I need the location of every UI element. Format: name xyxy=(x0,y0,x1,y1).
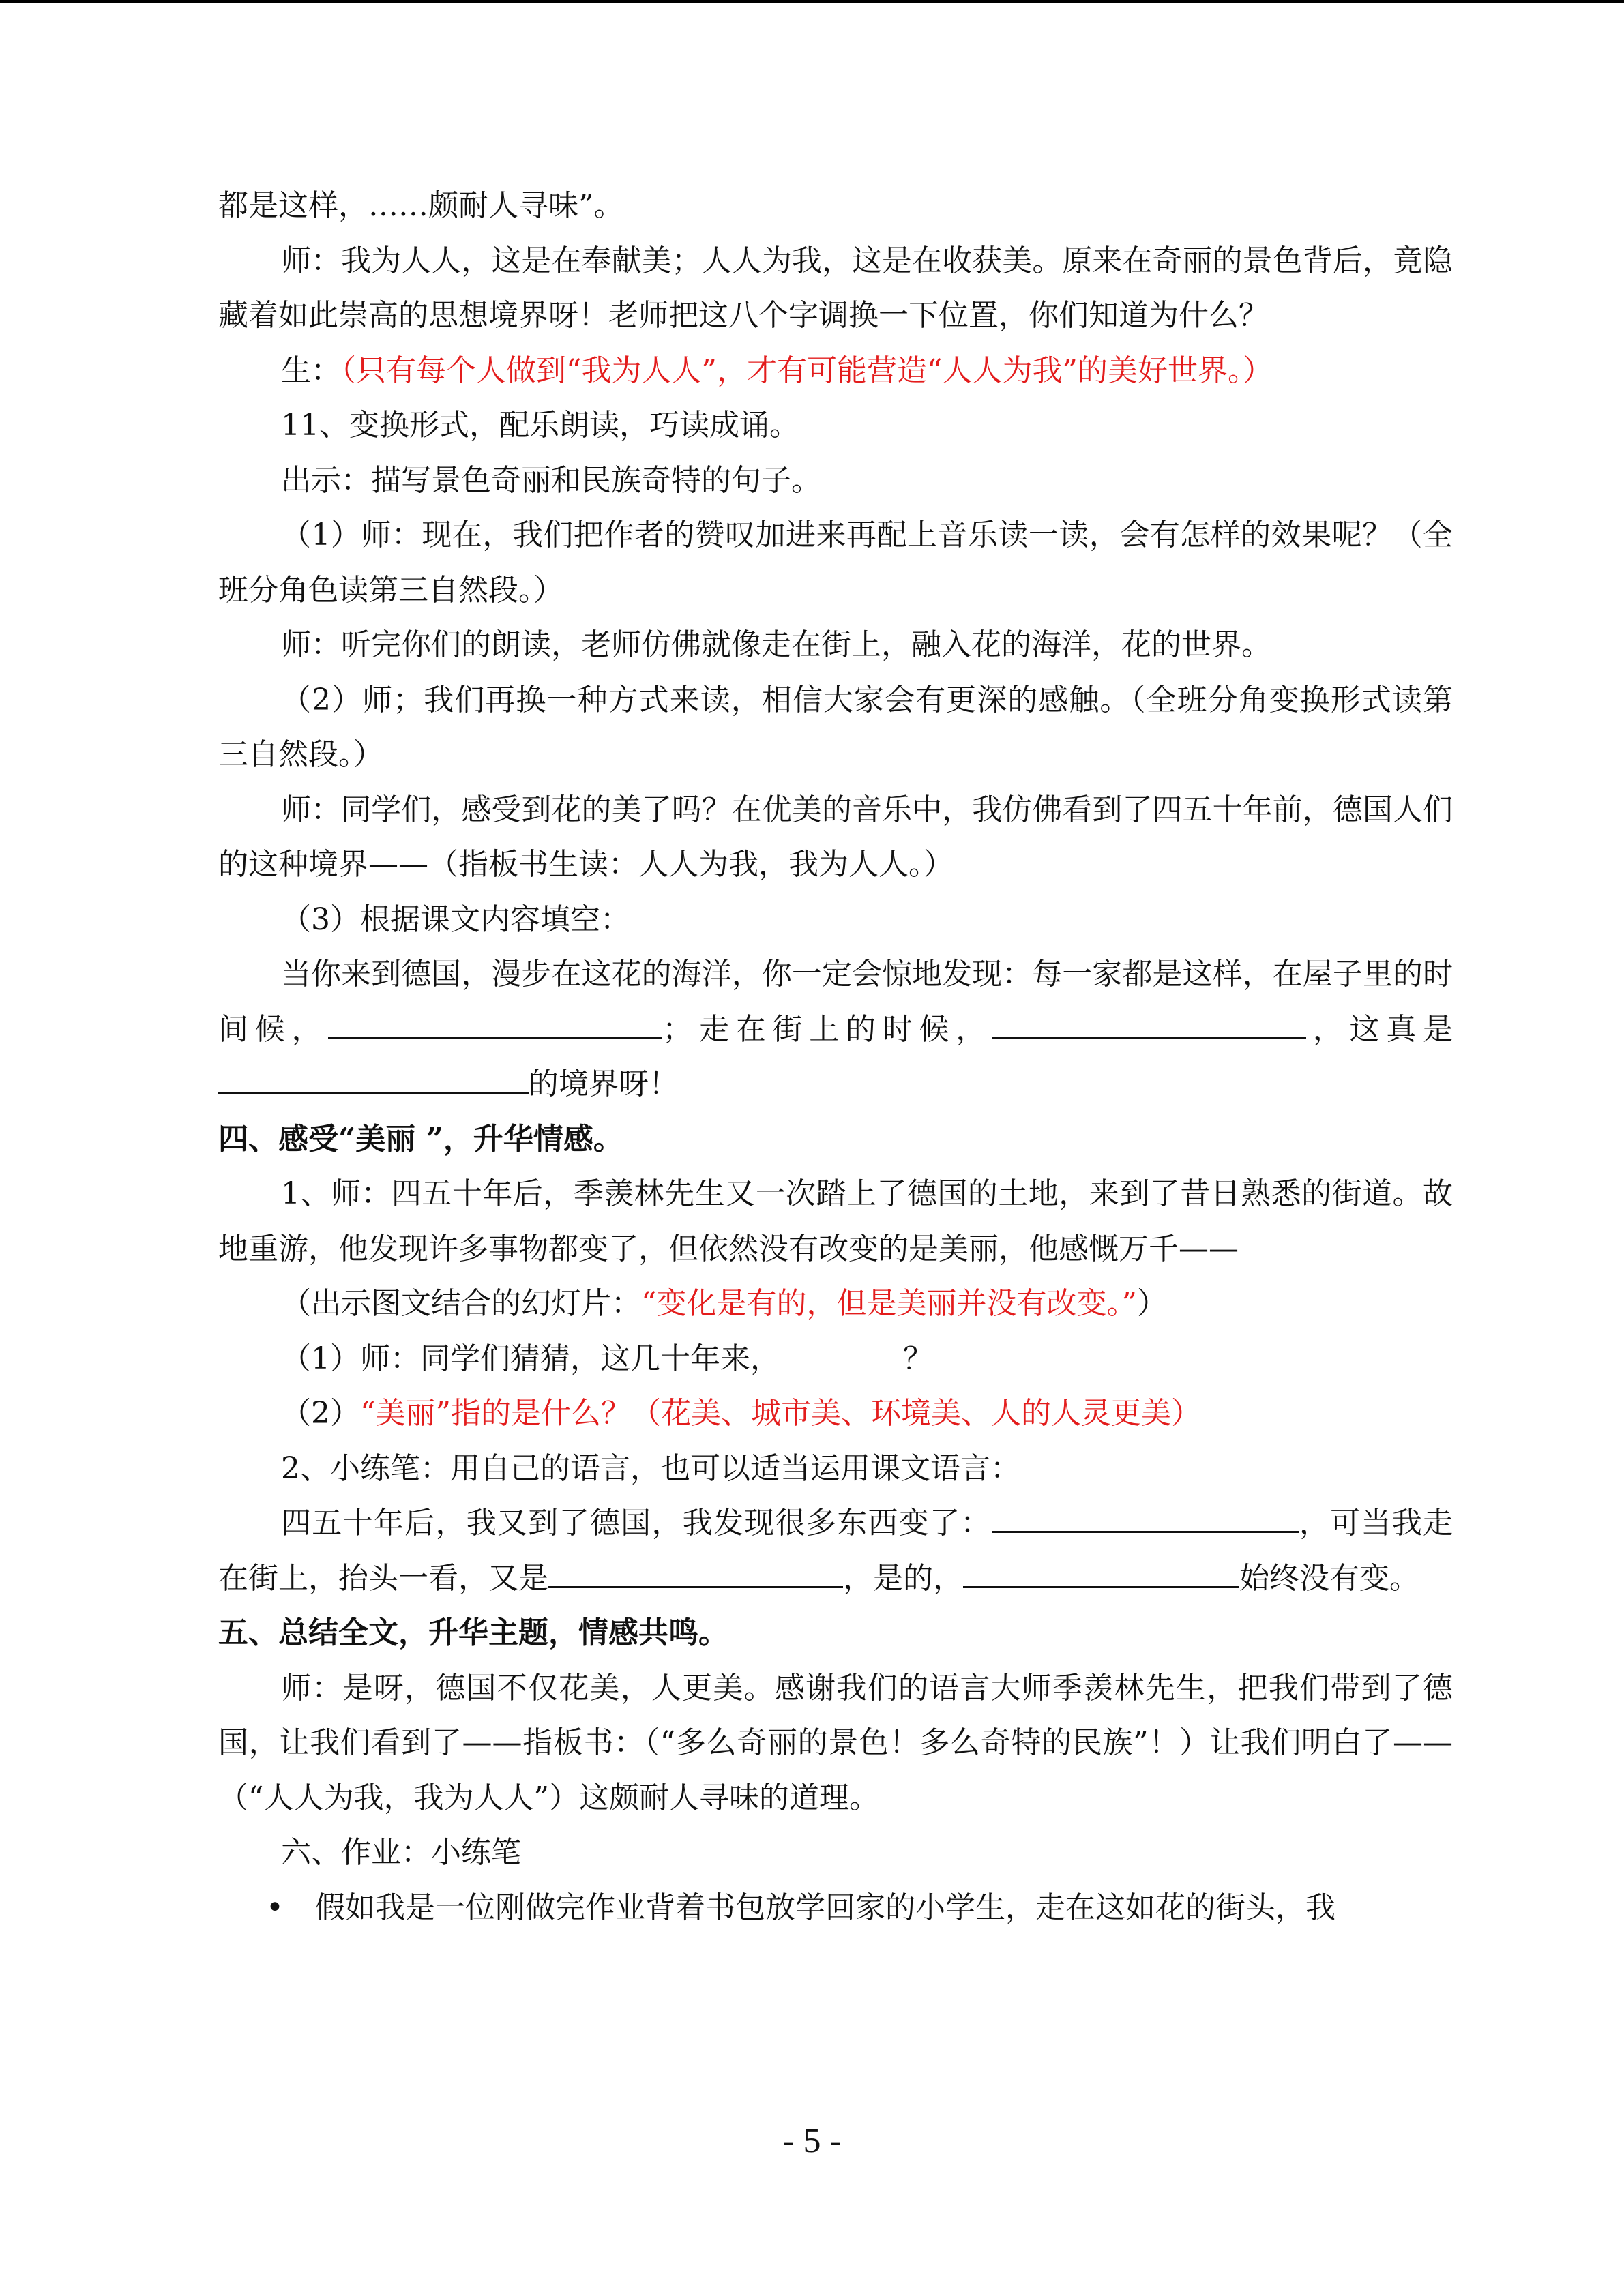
fill-task-text xyxy=(218,947,1453,1112)
section-heading-4: 四、感受“美丽 ”，升华情感。 xyxy=(218,1121,623,1157)
fill-blank-1[interactable] xyxy=(328,1013,662,1039)
practice-blank-1[interactable] xyxy=(992,1506,1299,1533)
practice-blank-2[interactable] xyxy=(548,1562,843,1588)
slide-text-c: ） xyxy=(1137,1286,1167,1321)
student-answer-red: （只有每个人做到“我为人人”，才有可能营造“人人为我”的美好世界。） xyxy=(341,353,1273,388)
question-2-red: “美丽”指的是什么？（花美、城市美、环境美、人的人灵更美） xyxy=(360,1396,1201,1431)
practice-text-c: ，是的， xyxy=(843,1560,963,1596)
teacher-comment-2: 师：同学们，感受到花的美了吗？在优美的音乐中，我仿佛看到了四五十年前，德国人们的这种境界——（指板书生读：人人为我，我为人人。） xyxy=(218,792,1453,882)
fill-text-b: ；走在街上的时候， xyxy=(662,1011,992,1047)
show-sentences: 出示：描写景色奇丽和民族奇特的句子。 xyxy=(281,462,821,498)
fill-text-a: 当你来到德国，漫步在这花的海洋，你一定会惊地发现：每一家都是这样，在屋子里的时间候， xyxy=(218,957,1453,1047)
homework-bullet-item xyxy=(218,1881,1453,1936)
teacher-intro-section-4: 1、师：四五十年后，季羡林先生又一次踏上了德国的土地，来到了昔日熟悉的街道。故地重游，他发现许多事物都变了，但依然没有改变的是美丽，他感慨万千—— xyxy=(218,1176,1453,1266)
fill-text-d: 的境界呀！ xyxy=(529,1067,679,1101)
paragraph-teacher-1: 师：我为人人，这是在奉献美；人人为我，这是在收获美。原来在奇丽的景色背后，竟隐藏着如此崇高的思想境界呀！老师把这八个字调换一下位置，你们知道为什么？ xyxy=(218,243,1453,333)
question-2 xyxy=(218,1386,1453,1442)
student-label: 生： xyxy=(281,353,341,388)
question-1-mark: ？ xyxy=(903,1341,933,1376)
writing-practice-title: 2、小练笔：用自己的语言，也可以适当运用课文语言： xyxy=(281,1450,1020,1486)
homework-title: 六、作业：小练笔 xyxy=(281,1835,521,1870)
document-body xyxy=(218,179,1453,1935)
bullet-icon: • xyxy=(266,1890,284,1925)
teacher-comment-1: 师：听完你们的朗读，老师仿佛就像走在街上，融入花的海洋，花的世界。 xyxy=(281,627,1271,662)
section-heading-5: 五、总结全文，升华主题，情感共鸣。 xyxy=(218,1615,728,1650)
fill-blank-3[interactable] xyxy=(218,1067,529,1094)
read-task-2: （2）师；我们再换一种方式来读，相信大家会有更深的感触。（全班分角变换形式读第三自然段。） xyxy=(218,682,1453,772)
slide-quote xyxy=(218,1277,1453,1332)
writing-practice-text xyxy=(218,1496,1453,1606)
practice-text-d: 始终没有变。 xyxy=(1239,1560,1419,1596)
teacher-summary: 师：是呀，德国不仅花美，人更美。感谢我们的语言大师季羡林先生，把我们带到了德国，让我们看到了——指板书：（“多么奇丽的景色！多么奇特的民族”！）让我们明白了——（“人人为我，我为人人”）这颇耐人寻味的道理。 xyxy=(218,1670,1453,1815)
page-number: - 5 - xyxy=(782,2121,842,2160)
fill-blank-2[interactable] xyxy=(992,1013,1306,1039)
step-11: 11、变换形式，配乐朗读，巧读成诵。 xyxy=(281,408,799,443)
fill-task-title: （3）根据课文内容填空： xyxy=(281,901,630,937)
question-1-text: （1）师：同学们猜猜，这几十年来， xyxy=(281,1341,780,1376)
practice-blank-3[interactable] xyxy=(963,1562,1239,1588)
practice-text-a: 四五十年后，我又到了德国，我发现很多东西变了： xyxy=(281,1506,992,1540)
top-border-rule xyxy=(0,0,1624,3)
paragraph-student-answer xyxy=(218,344,1453,399)
question-1 xyxy=(218,1332,1453,1387)
homework-bullet-text: 假如我是一位刚做完作业背着书包放学回家的小学生，走在这如花的街头，我 xyxy=(315,1890,1335,1925)
practice-text-b: ，可当我走在街上，抬头一看，又是 xyxy=(218,1506,1453,1596)
read-task-1: （1）师：现在，我们把作者的赞叹加进来再配上音乐读一读，会有怎样的效果呢？（全班分角色读第三自然段。） xyxy=(218,518,1453,608)
question-2-number: （2） xyxy=(281,1396,360,1431)
slide-text-a: （出示图文结合的幻灯片： xyxy=(281,1286,641,1321)
fill-text-c: ，这真是 xyxy=(1306,1011,1453,1047)
paragraph-continuation: 都是这样，……颇耐人寻味”。 xyxy=(218,188,624,223)
slide-quote-red: “变化是有的，但是美丽并没有改变。” xyxy=(641,1286,1137,1321)
